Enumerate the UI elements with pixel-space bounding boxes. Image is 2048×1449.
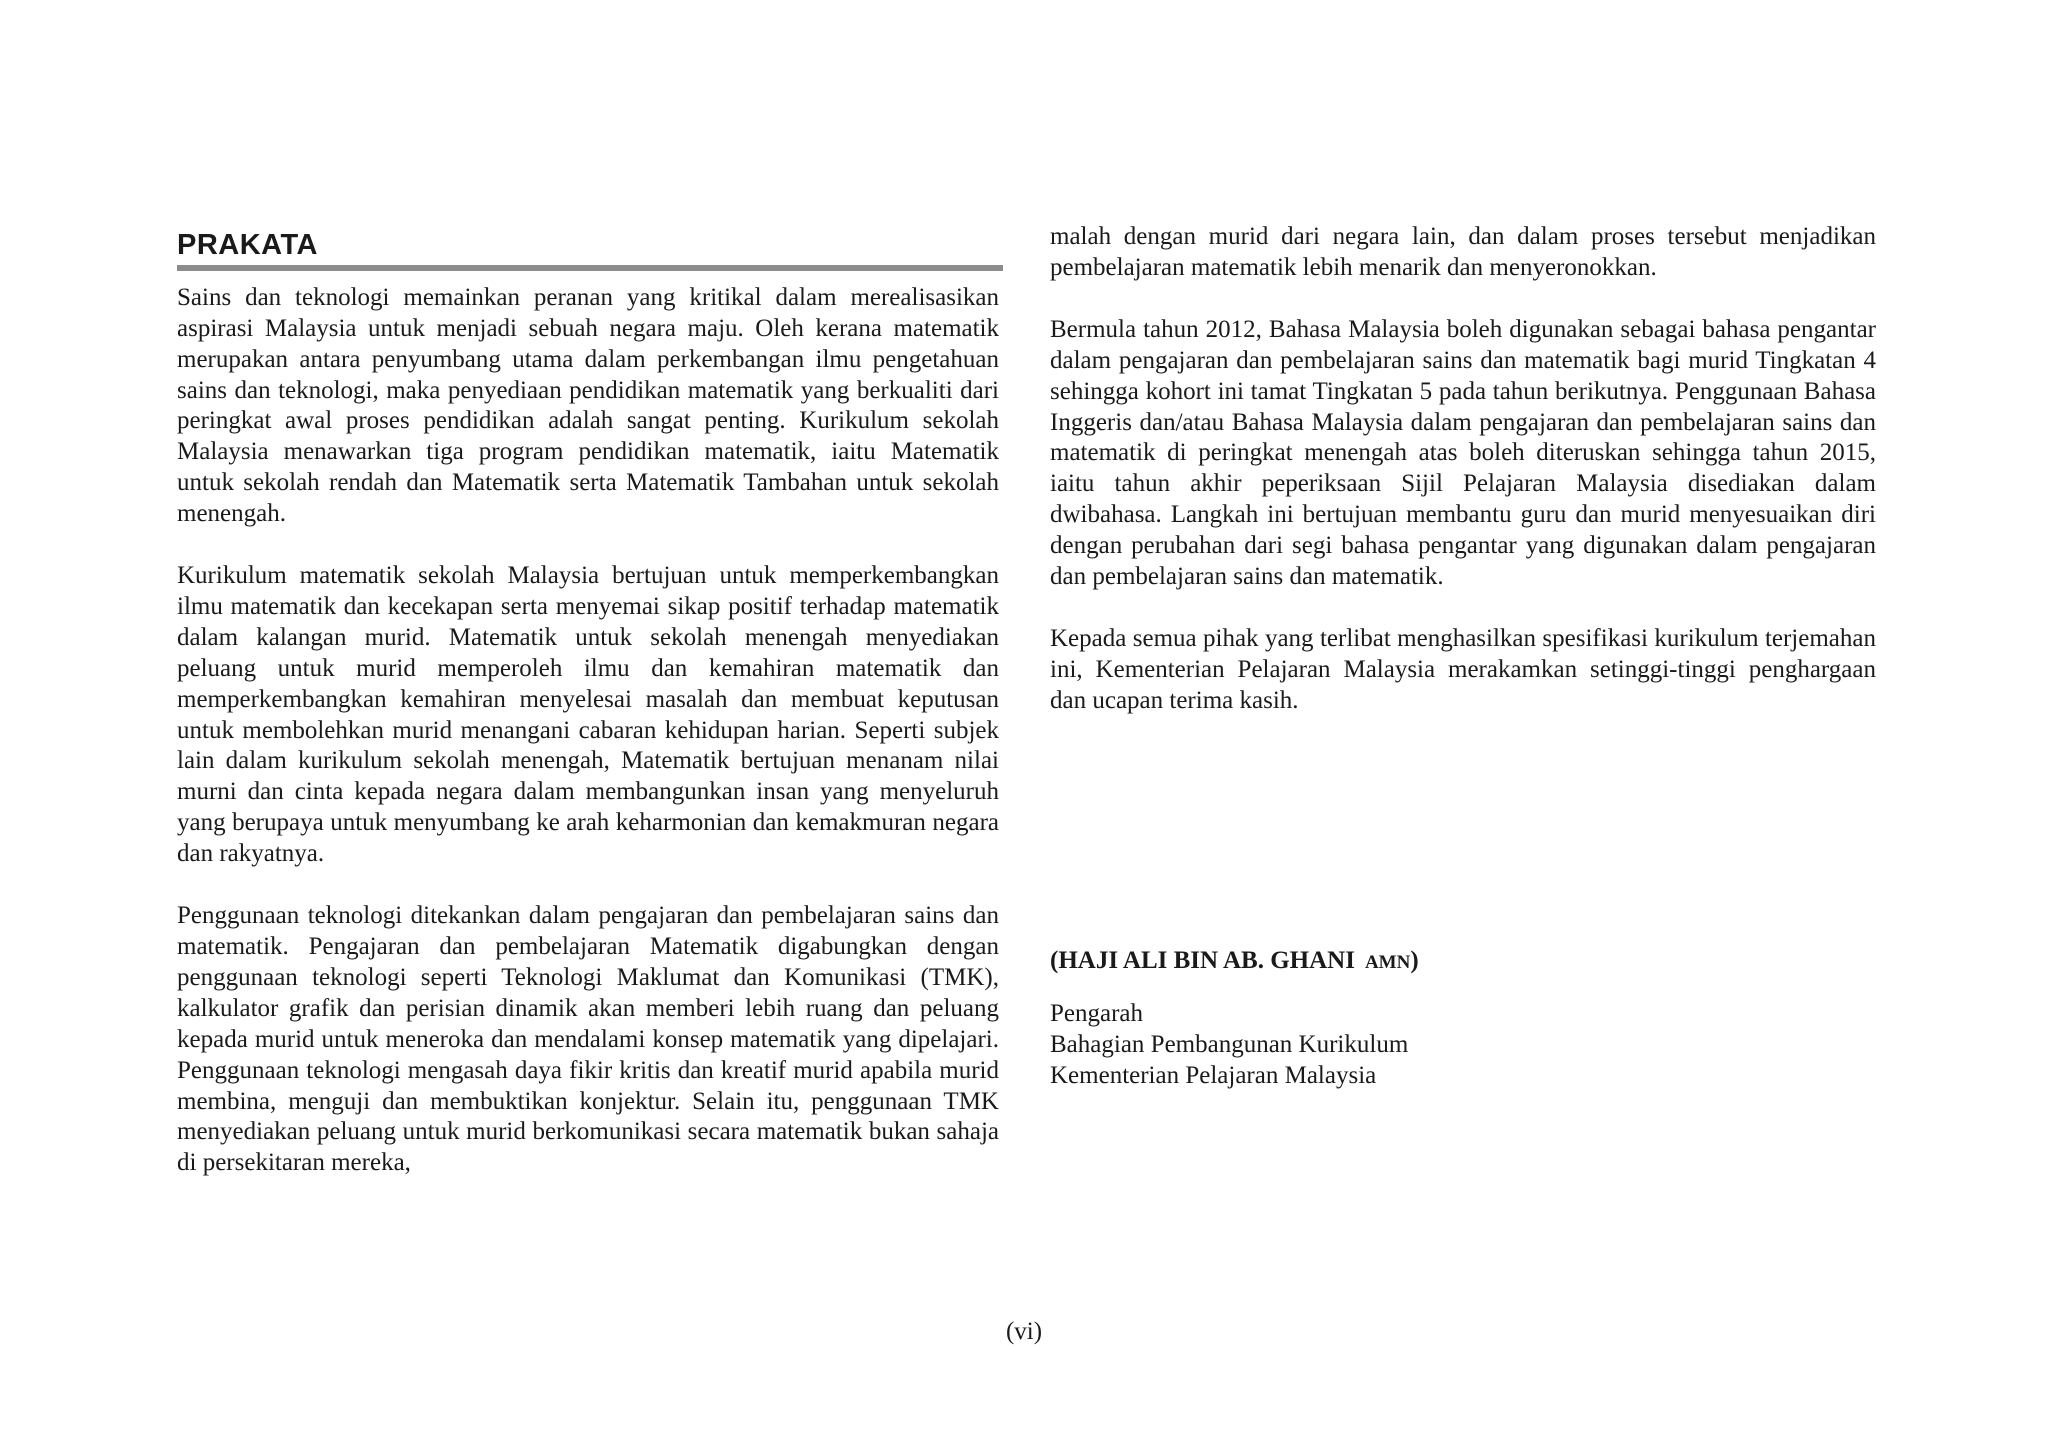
signatory-ministry: Kementerian Pelajaran Malaysia	[1050, 1062, 1377, 1089]
left-column	[177, 216, 999, 1179]
signatory-name: HAJI ALI BIN AB. GHANI	[1058, 947, 1355, 974]
signatory-open-paren: (	[1050, 947, 1059, 974]
signatory-name-line	[1050, 946, 1750, 978]
signatory-title: Pengarah	[1050, 1000, 1144, 1027]
paragraph-language-policy: Bermula tahun 2012, Bahasa Malaysia boleh digunakan sebagai bahasa pengantar dalam pengajaran dan pembelajaran sains dan matematik bagi murid Tingkatan 4 sehingga kohort ini tamat Tingkatan 5 pada tahun berikutnya. Penggunaan Bahasa Inggeris dan/atau Bahasa Malaysia dalam pengajaran dan pembelajaran sains dan matematik di peringkat menengah atas boleh diteruskan sehingga tahun 2015, iaitu tahun akhir peperiksaan Sijil Pelajaran Malaysia disediakan dalam dwibahasa. Langkah ini bertujuan membantu guru dan murid menyesuaikan diri dengan perubahan dari segi bahasa pengantar yang digunakan dalam pengajaran dan pembelajaran sains dan matematik.	[1050, 315, 1876, 591]
page-heading: PRAKATA	[177, 229, 318, 261]
signatory-close-paren: )	[1410, 947, 1419, 974]
heading-underline	[177, 265, 1003, 271]
signatory-honorific: AMN	[1364, 952, 1411, 973]
paragraph-curriculum-aims: Kurikulum matematik sekolah Malaysia bertujuan untuk memperkembangkan ilmu matematik dan kecekapan serta menyemai sikap positif terhadap matematik dalam kalangan murid. Matematik untuk sekolah menengah menyediakan peluang untuk murid memperoleh ilmu dan kemahiran matematik dan memperkembangkan kemahiran menyelesai masalah dan membuat keputusan untuk membolehkan murid menangani cabaran kehidupan harian. Seperti subjek lain dalam kurikulum sekolah menengah, Matematik bertujuan menanam nilai murni dan cinta kepada negara dalam membangunkan insan yang menyeluruh yang berupaya untuk menyumbang ke arah keharmonian dan kemakmuran negara dan rakyatnya.	[177, 562, 999, 868]
paragraph-acknowledgement: Kepada semua pihak yang terlibat menghasilkan spesifikasi kurikulum terjemahan ini, Kementerian Pelajaran Malaysia merakamkan setinggi-tinggi penghargaan dan ucapan terima kasih.	[1050, 624, 1876, 714]
signature-block	[1050, 946, 1750, 1091]
paragraph-intro: Sains dan teknologi memainkan peranan yang kritikal dalam merealisasikan aspirasi Malaysia untuk menjadi sebuah negara maju. Oleh kerana matematik merupakan antara penyumbang utama dalam perkembangan ilmu pengetahuan sains dan teknologi, maka penyediaan pendidikan matematik yang berkualiti dari peringkat awal proses pendidikan adalah sangat penting. Kurikulum sekolah Malaysia menawarkan tiga program pendidikan matematik, iaitu Matematik untuk sekolah rendah dan Matematik serta Matematik Tambahan untuk sekolah menengah.	[177, 283, 999, 528]
paragraph-technology-continued: malah dengan murid dari negara lain, dan dalam proses tersebut menjadikan pembelajaran matematik lebih menarik dan menyeronokkan.	[1050, 223, 1876, 281]
right-column	[1050, 222, 1876, 748]
signatory-division: Bahagian Pembangunan Kurikulum	[1050, 1031, 1409, 1058]
paragraph-technology: Penggunaan teknologi ditekankan dalam pengajaran dan pembelajaran sains dan matematik. Pengajaran dan pembelajaran Matematik digabungkan dengan penggunaan teknologi seperti Teknologi Maklumat dan Komunikasi (TMK), kalkulator grafik dan perisian dinamik akan memberi lebih ruang dan peluang kepada murid untuk meneroka dan mendalami konsep matematik yang dipelajari. Penggunaan teknologi mengasah daya fikir kritis dan kreatif murid apabila murid membina, menguji dan membuktikan konjektur. Selain itu, penggunaan TMK menyediakan peluang untuk murid berkomunikasi secara matematik bukan sahaja di persekitaran mereka,	[177, 902, 999, 1177]
page-number: (vi)	[1005, 1318, 1043, 1345]
